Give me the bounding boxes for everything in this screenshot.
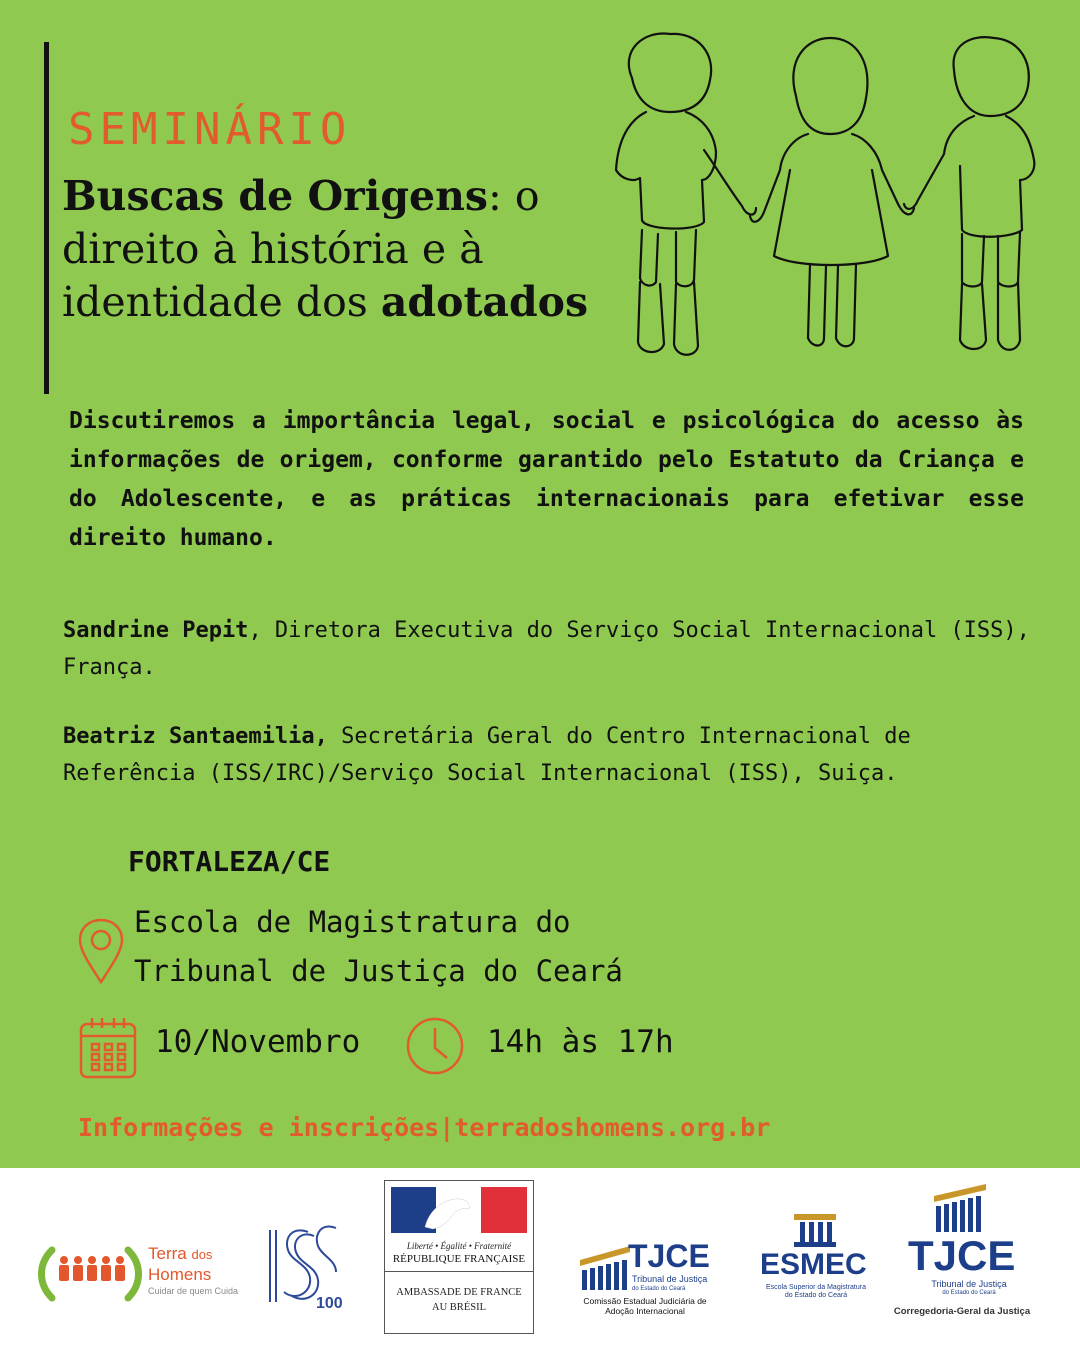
speaker-beatriz [63, 718, 1053, 792]
ceja-caption: Comissão Estadual Judiciária de Adoção Internacional [583, 1296, 707, 1316]
title-middle: : o direito à história e à identidade dos [62, 172, 540, 326]
esmec-column-icon [790, 1212, 840, 1248]
tjce-corregedoria-logo [892, 1182, 1032, 1332]
seminar-description: Discutiremos a importância legal, social e psicológica do acesso às informações de origem, conforme garantido pelo Estatuto da Criança e do Adolescente, e as práticas internacionais para efetivar esse direito humano. [69, 408, 1024, 551]
title-bold-origens: Buscas de Origens [62, 172, 488, 220]
esmec-logo [756, 1212, 876, 1304]
venue-line-2: Tribunal de Justiça do Ceará [134, 954, 623, 988]
embassy-name: AMBASSADE DE FRANCE AU BRÉSIL [396, 1287, 522, 1313]
corregedoria-caption: Corregedoria-Geral da Justiça [893, 1306, 1031, 1317]
registration-info: Informações e inscrições|terradoshomens.org.br [78, 1113, 771, 1142]
tjce-subtitle: Tribunal de Justiça do Estado do Ceará [632, 1274, 708, 1292]
title-bold-adotados: adotados [380, 278, 589, 326]
location-pin-icon [78, 918, 124, 984]
iss-100-number: 100 [316, 1295, 343, 1312]
republique-francaise: RÉPUBLIQUE FRANÇAISE [392, 1253, 526, 1265]
event-date: 10/Novembro [155, 1024, 361, 1060]
terra-dos-homens-logo [38, 1230, 248, 1310]
terra-dos-homens-tagline: Cuidar de quem Cuida [148, 1286, 239, 1296]
tjce-ceja-logo [570, 1238, 720, 1322]
event-venue [134, 898, 623, 996]
speaker-role: , Diretora Executiva do Serviço Social Internacional (ISS), França. [63, 618, 1030, 680]
venue-line-1: Escola de Magistratura do [134, 905, 571, 939]
divider [385, 1271, 533, 1272]
tjce-acronym: TJCE [628, 1238, 710, 1274]
accent-bar [44, 42, 49, 394]
event-city: FORTALEZA/CE [128, 845, 331, 878]
terra-dos-homens-people-icon [38, 1230, 142, 1310]
sponsor-logos-footer [0, 1168, 1080, 1350]
terra-dos-homens-name: Terra dos Homens [148, 1244, 213, 1284]
marianne-flag-icon [385, 1181, 533, 1239]
speaker-role: Secretária Geral do Centro Internacional de Referência (ISS/IRC)/Serviço Social Internacional (ISS), Suiça. [63, 724, 911, 786]
tjce-acronym: TJCE [908, 1232, 1016, 1279]
event-time: 14h às 17h [487, 1024, 674, 1060]
speaker-name: Sandrine Pepit [63, 618, 249, 643]
seminar-title [62, 170, 632, 329]
esmec-acronym: ESMEC [760, 1248, 867, 1281]
clock-icon [405, 1016, 465, 1076]
ambassade-de-france-logo [384, 1180, 534, 1334]
seminar-kicker: SEMINÁRIO [68, 104, 352, 155]
esmec-subtitle: Escola Superior da Magistratura do Estado do Ceará [766, 1284, 866, 1299]
speaker-sandrine [63, 612, 1053, 686]
speaker-name: Beatriz Santaemilia, [63, 724, 328, 749]
iss-100-logo [262, 1220, 350, 1316]
france-motto: Liberté • Égalité • Fraternité [406, 1241, 512, 1251]
calendar-icon [78, 1016, 138, 1080]
tjce-building-icon [930, 1182, 990, 1236]
children-holding-hands-illustration [600, 20, 1060, 370]
tjce-subtitle: Tribunal de Justiça do Estado do Ceará [931, 1279, 1007, 1296]
tjce-building-icon [576, 1242, 634, 1294]
